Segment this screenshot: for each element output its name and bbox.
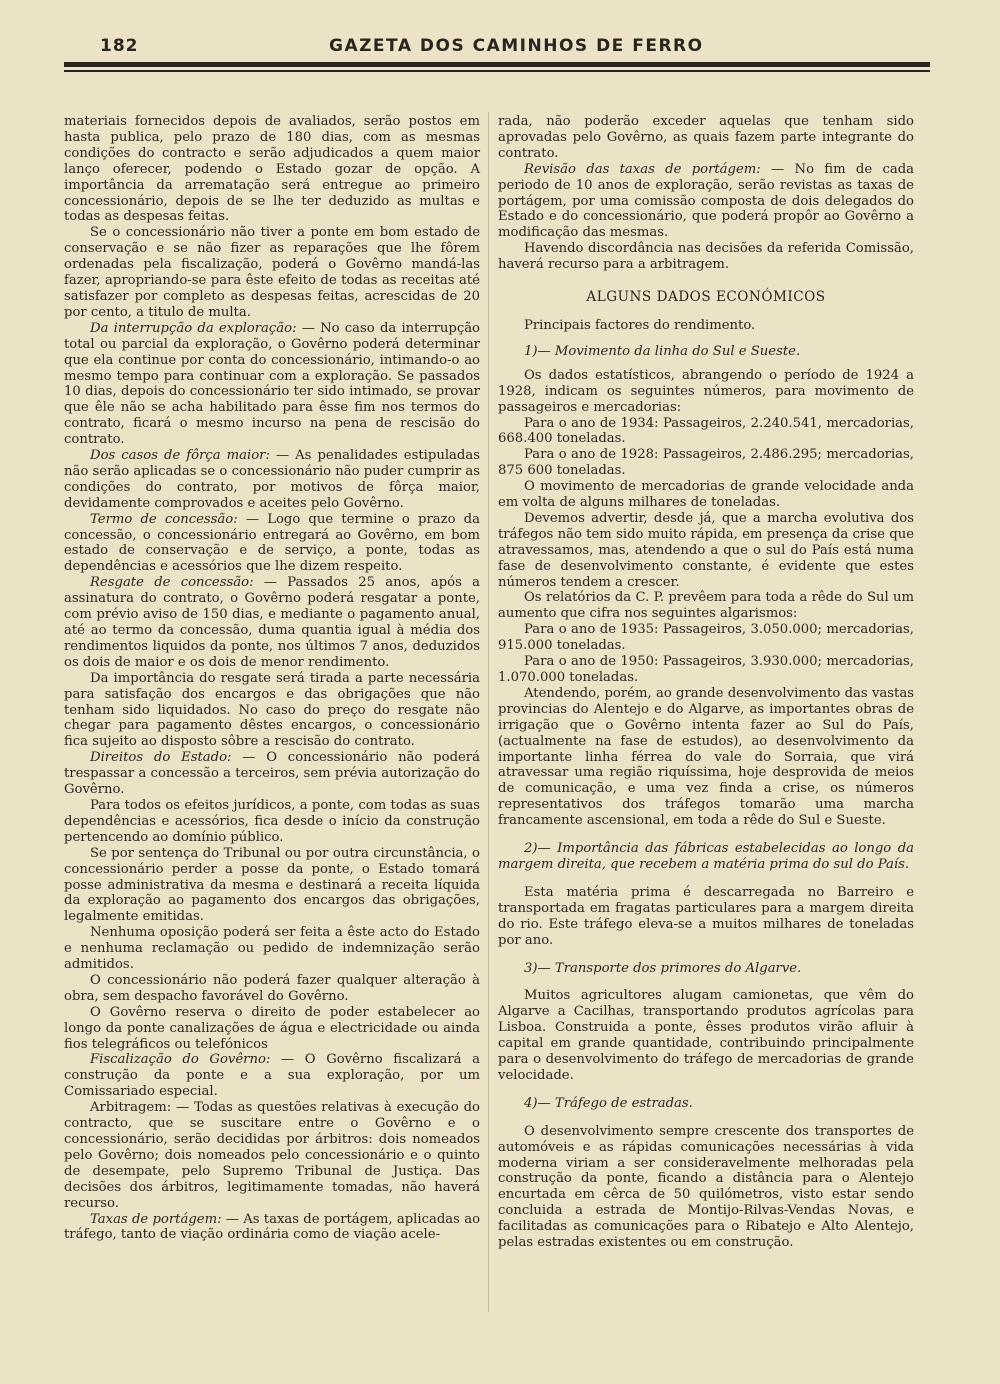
paragraph-text: — No caso da interrupção total ou parcial da exploração, o Govêrno poderá determinar que ela continue por conta do concessionário, intimando-o ao mesmo tempo para continuar com a exploração. Se passados 10 dias, depois do concessionário ter sido intimado, se provar que êle não se acha habilitado para êsse fim nos termos do contrato, ficará o mesmo incurso na pena de rescisão do contrato. <box>64 320 481 448</box>
page-header <box>64 28 930 68</box>
right-column <box>498 114 914 1251</box>
item-heading: 4)— Tráfego de estradas. <box>524 1095 693 1111</box>
paragraph-heading: Fiscalização do Govêrno: <box>90 1052 271 1068</box>
paragraph <box>64 321 480 448</box>
section-title: ALGUNS DADOS ECONÓMICOS <box>586 289 826 306</box>
paragraph-text: — O concessionário não poderá trespassar a concessão a terceiros, sem prévia autorização do Govêrno. <box>64 750 480 798</box>
paragraph <box>498 162 914 242</box>
paragraph <box>64 448 480 512</box>
paragraph <box>64 750 480 798</box>
paragraph-heading: Direitos do Estado: <box>90 750 232 766</box>
header-rule-thin <box>64 70 930 72</box>
paragraph-text: — Logo que termine o prazo da concessão, o concessionário entregará ao Govêrno, em bom estado de conservação e de serviço, a ponte, todas as dependências e acessórios que lhe dizem respeito. <box>64 511 480 575</box>
paragraph: Atendendo, porém, ao grande desenvolvimento das vastas provincias do Alentejo e do Algarve, as importantes obras de irrigação que o Govêrno intenta fazer ao Sul do País, (actualmente na fase de estudos), ao desenvolvimento da importante linha férrea do vale do Sorraia, que virá atravessar uma região riquíssima, hoje desprovida de meios de comunicação, e uma vez finda a crise, os números representativos dos tráfegos tomarão uma marcha francamente ascensional, em toda a rêde do Sul e Sueste. <box>498 685 914 829</box>
paragraph: Se por sentença do Tribunal ou por outra circunstância, o concessionário perder a posse da ponte, o Estado tomará posse administrativa da mesma e destinará a receita líquida da exploração ao pagamento dos encargos das obrigações, legalmente emitidas. <box>64 845 480 925</box>
paragraph-text: — No fim de cada periodo de 10 anos de exploração, serão revistas as taxas de portágem, por uma comissão composta de dois delegados do Estado e do concessionário, que poderá propôr ao Govêrno a modificação das mesmas. <box>498 161 914 241</box>
subsection-intro: Principais factores do rendimento. <box>524 317 756 333</box>
paragraph: O desenvolvimento sempre crescente dos transportes de automóveis e as rápidas comunicações necessárias à vida moderna viriam a ser consideravelmente melhoradas pela construção da ponte, ficando a distância para o Alentejo encurtada em cêrca de 50 quilómetros, visto estar sendo concluida a estrada de Montijo-Rilvas-Vendas Novas, e facilitadas as comunicações para o Ribatejo e Alto Alentejo, pelas estradas existentes ou em construção. <box>498 1123 914 1251</box>
paragraph-heading: Termo de concessão: <box>90 511 238 527</box>
item-heading: 1)— Movimento da linha do Sul e Sueste. <box>524 343 801 359</box>
paragraph <box>64 1052 480 1100</box>
left-column <box>64 114 480 1243</box>
paragraph: Havendo discordância nas decisões da referida Comissão, haverá recurso para a arbitragem. <box>498 241 914 273</box>
page-number: 182 <box>100 36 139 56</box>
paragraph-text: — As penalidades estipuladas não serão aplicadas se o concessionário não puder cumprir as condições do contrato, por motivos de fôrça maior, devidamente comprovados e aceites pelo Govêrno. <box>64 448 480 511</box>
header-rule-thick <box>64 62 930 67</box>
paragraph-heading: Resgate de concessão: <box>90 575 254 591</box>
column-divider <box>488 112 489 1312</box>
paragraph: Os relatórios da C. P. prevêem para toda a rêde do Sul um aumento que cifra nos seguintes algarismos: <box>498 590 914 622</box>
paragraph-heading: Dos casos de fôrça maior: <box>90 448 270 464</box>
paragraph-text: — As taxas de portágem, aplicadas ao tráfego, tanto de viação ordinária como de viação acele- <box>64 1211 481 1243</box>
paragraph: Muitos agricultores alugam camionetas, que vêm do Algarve a Cacilhas, transportando produtos agrícolas para Lisboa. Construida a ponte, êsses produtos virão afluir à capital em grande quantidade, contribuindo principalmente para o desenvolvimento do tráfego de mercadorias de grande velocidade. <box>498 988 914 1083</box>
paragraph: Se o concessionário não tiver a ponte em bom estado de conservação e se não fizer as reparações que lhe fôrem ordenadas pela fiscalização, poderá o Govêrno mandá-las fazer, apropriando-se para êste efeito de todas as receitas até satisfazer por completo as despesas feitas, acrescidas de 20 por cento, a titulo de multa. <box>64 225 480 320</box>
item-heading: 3)— Transporte dos primores do Algarve. <box>524 960 802 976</box>
paragraph: O concessionário não poderá fazer qualquer alteração à obra, sem despacho favorável do Govêrno. <box>64 972 480 1004</box>
paragraph: Esta matéria prima é descarregada no Barreiro e transportada em fragatas particulares para a margem direita do rio. Este tráfego eleva-se a muitos milhares de toneladas por ano. <box>498 884 914 948</box>
item-heading: 2)— Importância das fábricas estabelecidas ao longo da margem direita, que recebem a matéria prima do sul do País. <box>498 841 914 872</box>
paragraph: materiais fornecidos depois de avaliados, serão postos em hasta publica, pelo prazo de 180 dias, com as mesmas condições do contracto e serão adjudicados a quem maior lanço oferecer, podendo o Estado gozar de opção. A importância da arrematação será entregue ao primeiro concessionário, depois de se lhe ter deduzido as multas e todas as despesas feitas. <box>64 114 480 225</box>
paragraph: Da importância do resgate será tirada a parte necessária para satisfação dos encargos e das obrigações que não tenham sido liquidados. No caso do preço do resgate não chegar para pagamento dêstes encargos, o concessionário fica sujeito ao disposto sôbre a rescisão do contrato. <box>64 670 480 750</box>
paragraph <box>64 575 480 670</box>
paragraph: rada, não poderão exceder aquelas que tenham sido aprovadas pelo Govêrno, as quais fazem parte integrante do contrato. <box>498 114 914 161</box>
paragraph: O movimento de mercadorias de grande velocidade anda em volta de alguns milhares de toneladas. <box>498 479 914 511</box>
paragraph: Os dados estatísticos, abrangendo o período de 1924 a 1928, indicam os seguintes números, para movimento de passageiros e mercadorias: <box>498 367 914 415</box>
paragraph: Para todos os efeitos jurídicos, a ponte, com todas as suas dependências e acessórios, fica desde o início da construção pertencendo ao domínio público. <box>64 797 480 845</box>
paragraph-text: — Passados 25 anos, após a assinatura do contrato, o Govêrno poderá resgatar a ponte, com prévio aviso de 150 dias, e mediante o pagamento anual, até ao termo da concessão, duma quantia igual à média dos rendimentos liquidos da ponte, nos últimos 7 anos, deduzidos os dois de maior e os dois de menor rendimento. <box>64 575 481 670</box>
journal-title: GAZETA DOS CAMINHOS DE FERRO <box>329 36 704 56</box>
paragraph: Nenhuma oposição poderá ser feita a êste acto do Estado e nenhuma reclamação ou pedido de indemnização serão admitidos. <box>64 925 480 973</box>
paragraph <box>64 512 480 576</box>
paragraph: O Govêrno reserva o direito de poder estabelecer ao longo da ponte canalizações de água e electricidade ou ainda fios telegráficos ou telefónicos <box>64 1004 480 1052</box>
paragraph-heading: Taxas de portágem: <box>90 1211 222 1227</box>
paragraph: Para o ano de 1950: Passageiros, 3.930.000; mercadorias, 1.070.000 toneladas. <box>498 654 914 685</box>
paragraph-heading: Revisão das taxas de portágem: <box>524 161 761 177</box>
paragraph: Para o ano de 1928: Passageiros, 2.486.295; mercadorias, 875 600 toneladas. <box>498 447 914 479</box>
paragraph: Para o ano de 1934: Passageiros, 2.240.541, mercadorias, 668.400 toneladas. <box>498 415 914 447</box>
paragraph-text: — O Govêrno fiscalizará a construção da ponte e a sua exploração, por um Comissariado especial. <box>64 1052 480 1100</box>
paragraph: Para o ano de 1935: Passageiros, 3.050.000; mercadorias, 915.000 toneladas. <box>498 622 914 654</box>
paragraph <box>64 1212 480 1244</box>
paragraph-heading: Da interrupção da exploração: <box>90 320 297 336</box>
paragraph: Arbitragem: — Todas as questões relativas à execução do contracto, que se suscitare entre o Govêrno e o concessionário, serão decididas por árbitros: dois nomeados pelo Govêrno; dois nomeados pelo concessionário e o quinto de desempate, pelo Supremo Tribunal de Justiça. Das decisões dos árbitros, legitimamente tomadas, não haverá recurso. <box>64 1100 480 1211</box>
paragraph: Devemos advertir, desde já, que a marcha evolutiva dos tráfegos não tem sido muito rápida, em presença da crise que atravessamos, mas, atendendo a que o sul do País está numa fase de desenvolvimento constante, é evidente que estes números tendem a crescer. <box>498 510 914 590</box>
